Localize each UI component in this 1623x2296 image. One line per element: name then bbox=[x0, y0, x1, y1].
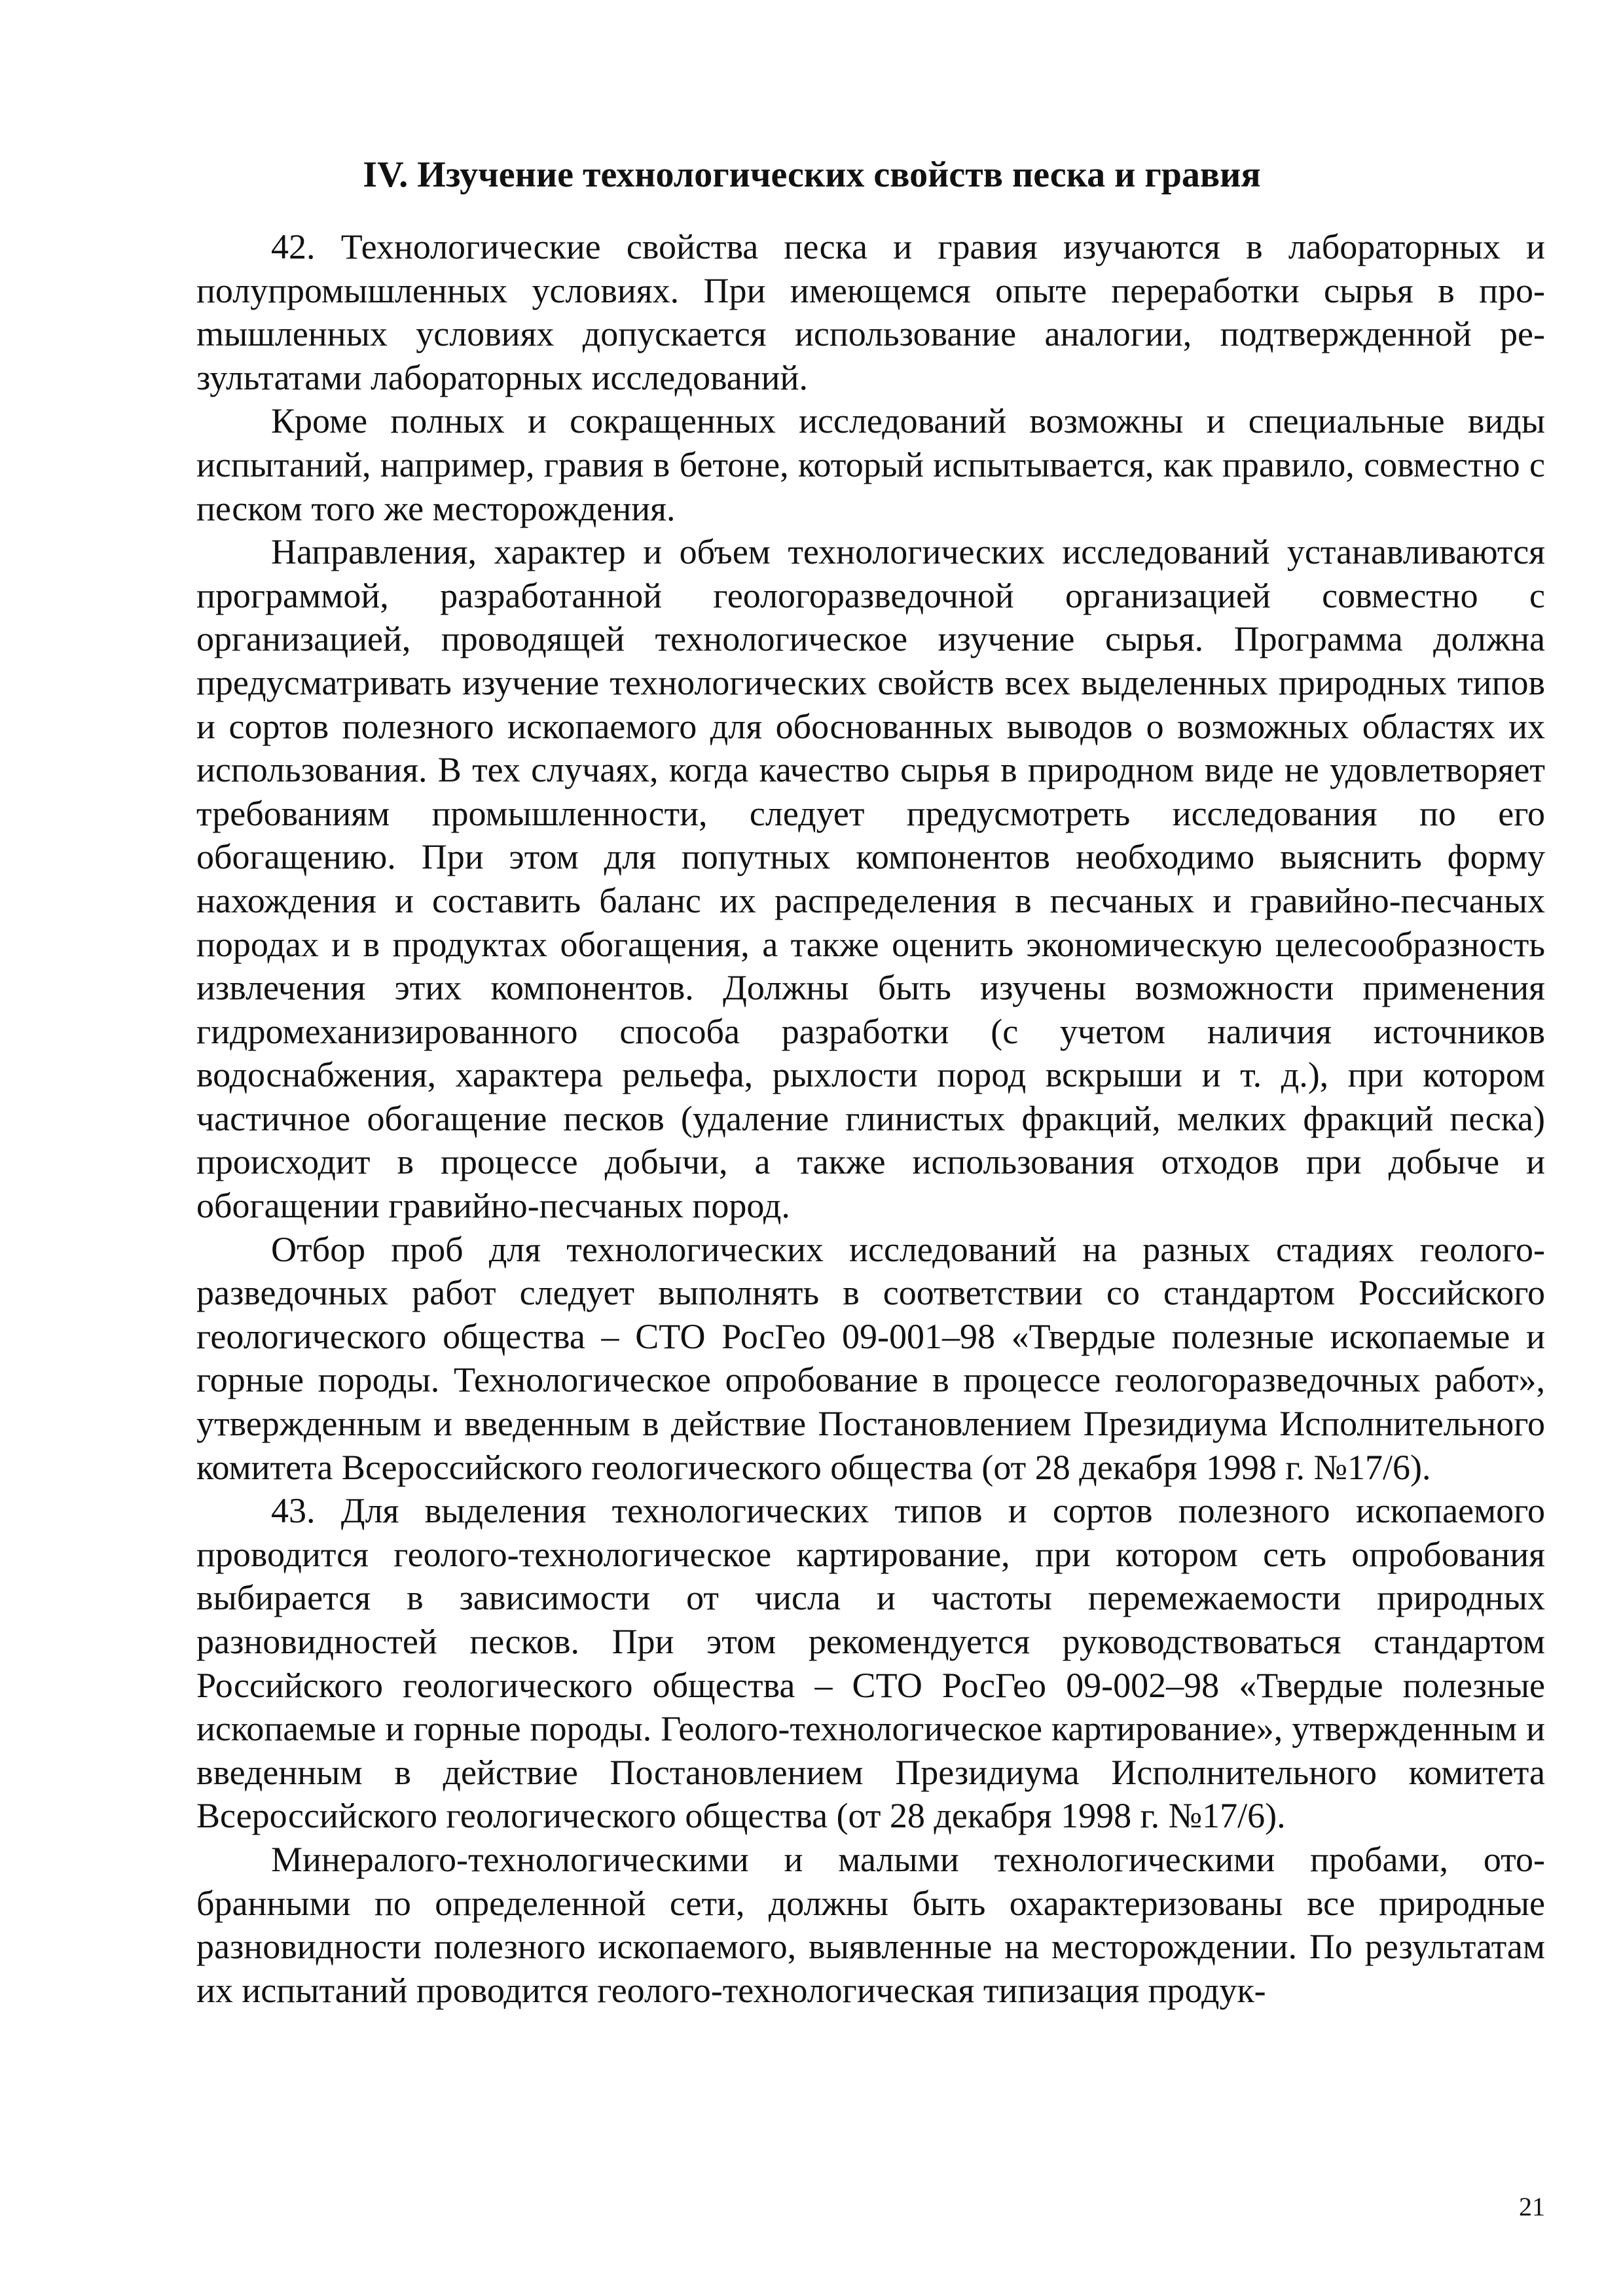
paragraph-mineral-samples: Минералого-технологическими и малыми технологическими пробами, отобранными по определенной сети, должны быть охарактеризованы все природные разновидности полезного ископаемого, выявленные на месторождении. По результатам их испытаний проводится геолого-технологическая типизация продук- bbox=[196, 1839, 1545, 2010]
paragraph-research-program: Направления, характер и объем технологических исследований устанавливаются программой, разработанной геологоразведочной организацией совместно с организацией, проводящей технологическое изучение сырья. Программа должна предусматривать изучение технологических свойств всех выделенных природных типов и сортов полезного ископаемого для обоснованных выводов о возможных областях их использования. В тех случаях, когда качество сырья в природном виде не удовлетворяет требованиям промышленности, следует предусмотреть исследования по его обогащению. При этом для попутных компонентов необходимо выяснить форму нахождения и составить баланс их распределения в песчаных и гравийно-песчаных породах и в продуктах обогащения, а также оценить экономическую целесообразность извлечения этих компонентов. Должны быть изучены возможности применения гидромеханизированного способа разработки (с учетом наличия источников водоснабжения, характера рельефа, рыхлости пород вскрыши и т. д.), при котором частичное обогащение песков (удаление глинистых фракций, мелких фракций песка) происходит в процессе добычи, а также использования отходов при добыче и обогащении гравийно-песчаных пород. bbox=[196, 532, 1545, 1226]
paragraph-43-mapping: 43. Для выделения технологических типов и сортов полезного ископаемого проводится геолого-технологическое картирование, при котором сеть опробования выбирается в зависимости от числа и частоты перемежаемости природных разновидностей песков. При этом рекомендуется руководствоваться стандартом Российского геологического общества – СТО РосГео 09-002–98 «Твердые полезные ископаемые и горные породы. Геолого-технологическое картирование», утвержденным и введенным в действие Постановлением Президиума Исполнительного комитета Всероссийского геологического общества (от 28 декабря 1998 г. №17/6). bbox=[196, 1491, 1545, 1836]
paragraph-special-tests: Кроме полных и сокращенных исследований возможны и специальные виды испытаний, например, гравия в бетоне, который испытывается, как правило, совместно с песком того же месторождения. bbox=[196, 401, 1545, 528]
section-heading: IV. Изучение технологических свойств песка и гравия bbox=[363, 154, 1261, 195]
body-text bbox=[196, 225, 1545, 2012]
paragraph-42-intro: 42. Технологические свойства песка и гравия изучаются в лабораторных и полупромышленных условиях. При имеющемся опыте переработки сырья в проmышленных условиях допускается использование аналогии, подтвержденной результатами лабораторных исследований. bbox=[196, 227, 1545, 397]
page-number: 21 bbox=[1519, 2192, 1545, 2221]
paragraph-sampling: Отбор проб для технологических исследований на разных стадиях геологоразведочных работ следует выполнять в соответствии со стандартом Российского геологического общества – СТО РосГео 09-001–98 «Твердые полезные ископаемые и горные породы. Технологическое опробование в процессе геологоразведочных работ», утвержденным и введенным в действие Постановлением Президиума Исполнительного комитета Всероссийского геологического общества (от 28 декабря 1998 г. №17/6). bbox=[196, 1229, 1545, 1487]
